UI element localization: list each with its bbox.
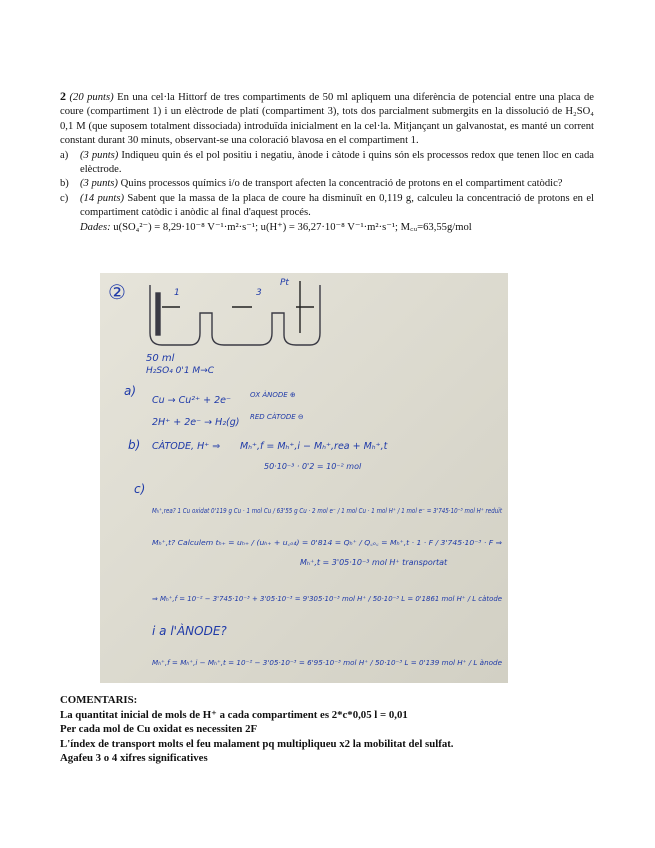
question-points: (3 punts): [80, 178, 118, 190]
given-data: [80, 221, 594, 235]
hw-cathode-protons: CÀTODE, H⁺ ⇒: [152, 441, 221, 452]
question-points: (14 punts): [80, 192, 124, 204]
hw-volume: 50 ml: [146, 353, 175, 364]
problem-intro: [60, 89, 594, 149]
question-text: Sabent que la massa de la placa de coure ha disminuït en 0,119 g, calculeu la concentració de protons en el compartiment catòdic i anòdic al final d'aquest procés.: [80, 192, 594, 219]
question-label: b): [60, 178, 69, 190]
hw-compartment-1: 1: [174, 288, 180, 298]
handwritten-solution-photo: [100, 273, 508, 683]
hw-balance-equation: Mₕ⁺,f = Mₕ⁺,i − Mₕ⁺,rea + Mₕ⁺,t: [240, 441, 388, 452]
problem-points: (20 punts): [69, 92, 114, 103]
comment-line: Per cada mol de Cu oxidat es necessiten 2F: [60, 723, 258, 736]
question-points: (3 punts): [80, 149, 119, 161]
hw-part-b: b): [128, 438, 141, 452]
hw-part-a: a): [124, 384, 137, 398]
given-data-label: Dades:: [80, 221, 111, 233]
hw-reacted-moles: Mₕ⁺,rea? 1 Cu oxidat 0'119 g Cu · 1 mol Cu / 63'55 g Cu · 2 mol e⁻ / 1 mol Cu · 1 mol H⁺ / 1 mol e⁻ = 3'745·10⁻³ mol H⁺ reduït: [152, 507, 503, 515]
problem-intro-text: En una cel·la Hittorf de tres compartiments de 50 ml apliquem una diferència de potencial entre una placa de coure (compartiment 1) i un elèctrode de platí (compartiment 3), tots dos parcialment submergits en la dissolució de H₂SO₄ 0,1 M (que suposem totalment dissociada) introduïda inicialment en la cel·la. Mitjançant un galvanostat, es manté un corrent constant durant 30 minuts, observant-se una coloració blavosa en el compartiment 1.: [60, 92, 594, 147]
hw-problem-number: ②: [108, 280, 126, 304]
question-c: [60, 192, 594, 221]
hw-initial-moles: 50·10⁻³ · 0'2 = 10⁻² mol: [264, 462, 362, 471]
question-text: Quins processos químics i/o de transport afecten la concentració de protons en el compartiment catòdic?: [120, 178, 563, 190]
comment-line: L'índex de transport molts el feu malament pq multipliqueu x2 la mobilitat del sulfat.: [60, 737, 454, 750]
given-data-text: u(SO₄²⁻) = 8,29·10⁻⁸ V⁻¹·m²·s⁻¹; u(H⁺) = 36,27·10⁻⁸ V⁻¹·m²·s⁻¹; M꜀ᵤ=63,55g/mol: [113, 221, 472, 233]
hw-cathode-concentration: ⇒ Mₕ⁺,f = 10⁻² − 3'745·10⁻³ + 3'05·10⁻³ = 9'305·10⁻³ mol H⁺ / 50·10⁻³ L = 0'1861 mol H⁺ / L càtode: [152, 595, 502, 603]
comment-line: La quantitat inicial de mols de H⁺ a cada compartiment es 2*c*0,05 l = 0,01: [60, 708, 408, 721]
comments-section: [60, 693, 620, 766]
question-label: c): [60, 192, 69, 204]
hw-cathode-label: RED CÀTODE ⊖: [250, 413, 304, 421]
question-label: a): [60, 149, 69, 161]
hw-compartment-3: 3: [256, 288, 262, 298]
hw-anode-question: i a l'ÀNODE?: [152, 624, 227, 638]
hw-transport-number: Mₕ⁺,t? Calculem tₕ₊ = uₕ₊ / (uₕ₊ + u꜀ₒ₄) = 0'814 = Qₕ⁺ / Q꜀ₒ꜀ = Mₕ⁺,t · 1 · F / 3'745·10⁻³ · F ⇒: [152, 539, 503, 547]
problem-number: 2: [60, 89, 66, 103]
hw-solution: H₂SO₄ 0'1 M→C: [146, 366, 215, 376]
hw-reduction: 2H⁺ + 2e⁻ → H₂(g): [152, 417, 240, 428]
hw-platinum: Pt: [280, 278, 289, 288]
question-a: [60, 149, 594, 178]
hw-oxidation: Cu → Cu²⁺ + 2e⁻: [152, 395, 232, 406]
hw-anode-concentration: Mₕ⁺,f = Mₕ⁺,i − Mₕ⁺,t = 10⁻² − 3'05·10⁻³ = 6'95·10⁻³ mol H⁺ / 50·10⁻³ L = 0'139 mol H⁺ / L ànode: [152, 659, 502, 667]
comments-title: COMENTARIS:: [60, 694, 138, 706]
question-b: [60, 177, 594, 191]
hw-transported-moles: Mₕ⁺,t = 3'05·10⁻³ mol H⁺ transportat: [300, 558, 448, 567]
hw-part-c: c): [134, 482, 146, 496]
problem-statement: [60, 89, 594, 235]
question-text: Indiqueu quin és el pol positiu i negatiu, ànode i càtode i quins són els processos redox que tenen lloc en cada elèctrode.: [80, 149, 594, 176]
hw-anode-label: OX ÀNODE ⊕: [250, 391, 296, 399]
comment-line: Agafeu 3 o 4 xifres significatives: [60, 752, 208, 765]
